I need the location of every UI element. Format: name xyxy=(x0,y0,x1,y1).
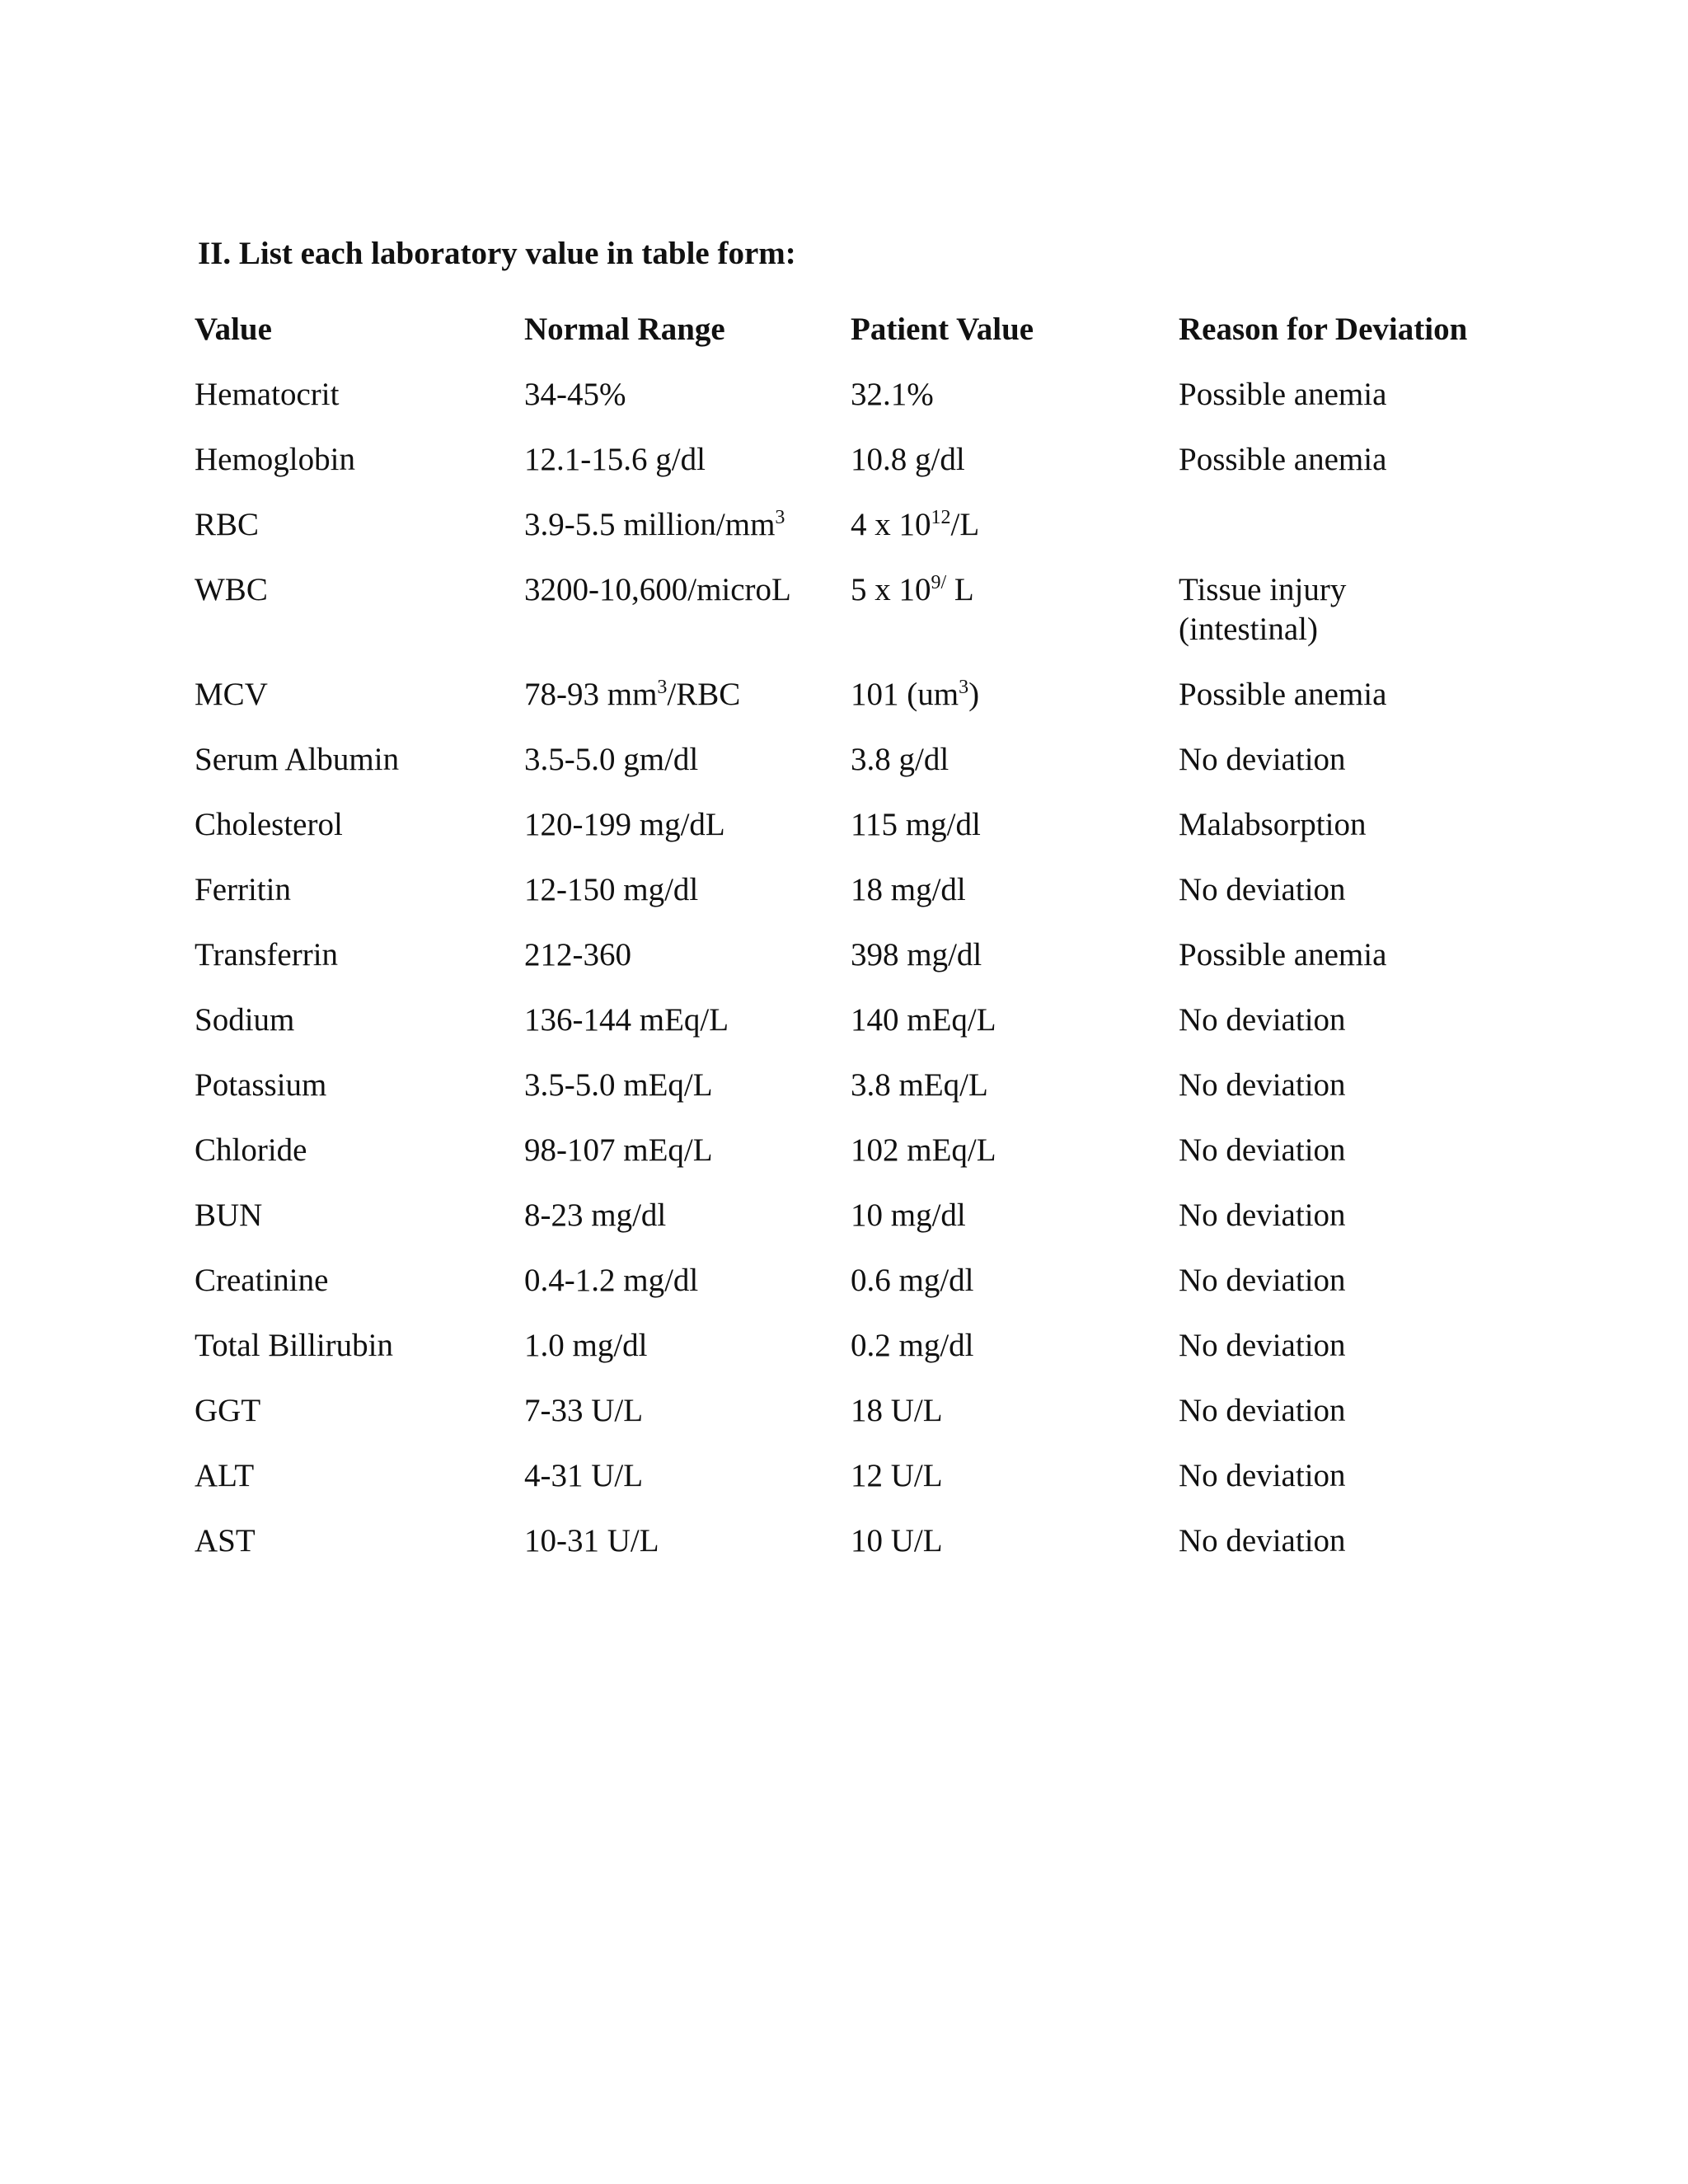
cell-text: No deviation xyxy=(1179,1067,1346,1103)
cell-reason xyxy=(1179,1391,1522,1456)
cell-value xyxy=(195,740,524,805)
superscript-text: 3 xyxy=(775,507,785,528)
cell-text: 3.5-5.0 mEq/L xyxy=(524,1067,713,1103)
cell-text: Serum Albumin xyxy=(195,742,400,777)
cell-value xyxy=(195,1326,524,1391)
cell-text: No deviation xyxy=(1179,1263,1346,1298)
cell-text: AST xyxy=(195,1523,256,1558)
table-row xyxy=(195,1196,1522,1261)
table-row xyxy=(195,1261,1522,1326)
cell-text: No deviation xyxy=(1179,872,1346,907)
cell-text: 4 x 10 xyxy=(851,507,931,542)
cell-value xyxy=(195,870,524,935)
table-row xyxy=(195,935,1522,1001)
cell-reason xyxy=(1179,1456,1522,1521)
cell-text: Hematocrit xyxy=(195,377,340,412)
cell-reason xyxy=(1179,675,1522,740)
cell-patient-value xyxy=(851,870,1179,935)
cell-patient-value xyxy=(851,675,1179,740)
cell-text: 12.1-15.6 g/dl xyxy=(524,442,706,477)
cell-text: 398 mg/dl xyxy=(851,937,982,972)
cell-text: Chloride xyxy=(195,1132,307,1168)
superscript-text: 9/ xyxy=(931,572,947,593)
cell-normal-range xyxy=(524,1261,851,1326)
cell-reason xyxy=(1179,1326,1522,1391)
cell-reason xyxy=(1179,1131,1522,1196)
cell-text: 0.2 mg/dl xyxy=(851,1328,974,1363)
table-row xyxy=(195,870,1522,935)
cell-value xyxy=(195,505,524,570)
cell-normal-range xyxy=(524,1001,851,1066)
cell-reason xyxy=(1179,805,1522,870)
cell-reason xyxy=(1179,1261,1522,1326)
cell-value xyxy=(195,805,524,870)
table-row xyxy=(195,440,1522,505)
table-header-row xyxy=(195,310,1522,375)
cell-value xyxy=(195,1196,524,1261)
cell-normal-range xyxy=(524,1131,851,1196)
table-row xyxy=(195,375,1522,440)
cell-text: Possible anemia xyxy=(1179,677,1387,712)
cell-text: No deviation xyxy=(1179,1197,1346,1233)
cell-text: Creatinine xyxy=(195,1263,329,1298)
cell-text: 0.4-1.2 mg/dl xyxy=(524,1263,699,1298)
cell-text: 115 mg/dl xyxy=(851,807,981,842)
cell-text: 10 mg/dl xyxy=(851,1197,966,1233)
cell-text: 78-93 mm xyxy=(524,677,658,712)
cell-text: 136-144 mEq/L xyxy=(524,1002,729,1038)
cell-patient-value xyxy=(851,375,1179,440)
cell-normal-range xyxy=(524,870,851,935)
cell-normal-range xyxy=(524,440,851,505)
cell-text: Cholesterol xyxy=(195,807,343,842)
cell-patient-value xyxy=(851,505,1179,570)
cell-reason xyxy=(1179,935,1522,1001)
cell-normal-range xyxy=(524,1391,851,1456)
cell-value xyxy=(195,935,524,1001)
cell-normal-range xyxy=(524,805,851,870)
cell-value xyxy=(195,1131,524,1196)
cell-patient-value xyxy=(851,1326,1179,1391)
cell-text: ALT xyxy=(195,1458,255,1493)
cell-reason xyxy=(1179,1521,1522,1586)
cell-patient-value xyxy=(851,935,1179,1001)
cell-text: No deviation xyxy=(1179,1002,1346,1038)
cell-normal-range xyxy=(524,570,851,675)
cell-patient-value xyxy=(851,440,1179,505)
cell-patient-value xyxy=(851,1456,1179,1521)
cell-text-tail: /RBC xyxy=(667,677,741,712)
cell-text: Malabsorption xyxy=(1179,807,1367,842)
cell-text: RBC xyxy=(195,507,260,542)
cell-value xyxy=(195,1261,524,1326)
cell-text: Total Billirubin xyxy=(195,1328,394,1363)
cell-text: Hemoglobin xyxy=(195,442,355,477)
table-row xyxy=(195,505,1522,570)
cell-reason xyxy=(1179,1001,1522,1066)
cell-text: No deviation xyxy=(1179,742,1346,777)
cell-patient-value xyxy=(851,1261,1179,1326)
table-row xyxy=(195,675,1522,740)
cell-value xyxy=(195,1001,524,1066)
cell-text: Transferrin xyxy=(195,937,339,972)
cell-text-tail: ) xyxy=(968,677,980,712)
cell-text: No deviation xyxy=(1179,1132,1346,1168)
cell-text: No deviation xyxy=(1179,1458,1346,1493)
cell-patient-value xyxy=(851,1521,1179,1586)
cell-reason xyxy=(1179,570,1522,675)
cell-text: 98-107 mEq/L xyxy=(524,1132,713,1168)
cell-text-line2: (intestinal) xyxy=(1179,612,1318,647)
cell-text: 1.0 mg/dl xyxy=(524,1328,648,1363)
cell-text: No deviation xyxy=(1179,1328,1346,1363)
cell-value xyxy=(195,440,524,505)
table-row xyxy=(195,1456,1522,1521)
cell-value xyxy=(195,1521,524,1586)
cell-text: 10.8 g/dl xyxy=(851,442,965,477)
cell-text: Possible anemia xyxy=(1179,937,1387,972)
cell-reason xyxy=(1179,375,1522,440)
cell-patient-value xyxy=(851,740,1179,805)
cell-value xyxy=(195,570,524,675)
cell-text: 3200-10,600/microL xyxy=(524,572,791,607)
cell-normal-range xyxy=(524,1521,851,1586)
cell-text: 4-31 U/L xyxy=(524,1458,644,1493)
lab-values-table xyxy=(195,310,1522,1586)
cell-text: 3.9-5.5 million/mm xyxy=(524,507,776,542)
cell-text: 102 mEq/L xyxy=(851,1132,996,1168)
cell-value xyxy=(195,1456,524,1521)
cell-text: 18 mg/dl xyxy=(851,872,966,907)
cell-text: 34-45% xyxy=(524,377,626,412)
table-row xyxy=(195,740,1522,805)
header-normal-range: Normal Range xyxy=(524,312,725,347)
cell-text: No deviation xyxy=(1179,1523,1346,1558)
cell-value xyxy=(195,1066,524,1131)
cell-text: 3.5-5.0 gm/dl xyxy=(524,742,699,777)
cell-reason xyxy=(1179,505,1522,570)
table-row xyxy=(195,570,1522,675)
cell-patient-value xyxy=(851,1196,1179,1261)
cell-patient-value xyxy=(851,805,1179,870)
superscript-text: 3 xyxy=(657,677,668,698)
table-row xyxy=(195,805,1522,870)
cell-reason xyxy=(1179,740,1522,805)
cell-text: No deviation xyxy=(1179,1393,1346,1428)
cell-normal-range xyxy=(524,375,851,440)
cell-patient-value xyxy=(851,1066,1179,1131)
cell-text: 12-150 mg/dl xyxy=(524,872,699,907)
cell-reason xyxy=(1179,1196,1522,1261)
table-row xyxy=(195,1521,1522,1586)
cell-normal-range xyxy=(524,935,851,1001)
cell-reason xyxy=(1179,440,1522,505)
section-heading: II. List each laboratory value in table form: xyxy=(198,236,796,271)
table-row xyxy=(195,1326,1522,1391)
cell-text: 212-360 xyxy=(524,937,631,972)
cell-normal-range xyxy=(524,675,851,740)
header-value: Value xyxy=(195,312,272,347)
cell-text: Possible anemia xyxy=(1179,377,1387,412)
cell-text-tail: L xyxy=(946,572,974,607)
cell-text: 12 U/L xyxy=(851,1458,943,1493)
superscript-text: 12 xyxy=(931,507,951,528)
cell-patient-value xyxy=(851,1391,1179,1456)
cell-text: Sodium xyxy=(195,1002,295,1038)
table-row xyxy=(195,1001,1522,1066)
cell-value xyxy=(195,675,524,740)
cell-text: 18 U/L xyxy=(851,1393,943,1428)
cell-value xyxy=(195,375,524,440)
cell-text: BUN xyxy=(195,1197,263,1233)
cell-text: 10-31 U/L xyxy=(524,1523,659,1558)
cell-text: 5 x 10 xyxy=(851,572,931,607)
cell-text: 101 (um xyxy=(851,677,959,712)
cell-text: 120-199 mg/dL xyxy=(524,807,725,842)
superscript-text: 3 xyxy=(959,677,969,698)
cell-text: Ferritin xyxy=(195,872,291,907)
cell-reason xyxy=(1179,870,1522,935)
cell-text: 0.6 mg/dl xyxy=(851,1263,974,1298)
cell-value xyxy=(195,1391,524,1456)
cell-text: Possible anemia xyxy=(1179,442,1387,477)
cell-text: 3.8 g/dl xyxy=(851,742,950,777)
header-reason: Reason for Deviation xyxy=(1179,312,1468,347)
cell-patient-value xyxy=(851,570,1179,675)
cell-normal-range xyxy=(524,505,851,570)
table-row xyxy=(195,1066,1522,1131)
cell-text: 3.8 mEq/L xyxy=(851,1067,988,1103)
cell-normal-range xyxy=(524,1326,851,1391)
cell-reason xyxy=(1179,1066,1522,1131)
cell-normal-range xyxy=(524,1196,851,1261)
cell-normal-range xyxy=(524,1456,851,1521)
cell-normal-range xyxy=(524,740,851,805)
table-row xyxy=(195,1391,1522,1456)
header-patient-value: Patient Value xyxy=(851,312,1034,347)
cell-normal-range xyxy=(524,1066,851,1131)
table-row xyxy=(195,1131,1522,1196)
cell-text-tail: /L xyxy=(950,507,980,542)
cell-text: 140 mEq/L xyxy=(851,1002,996,1038)
cell-text: 10 U/L xyxy=(851,1523,943,1558)
cell-text: GGT xyxy=(195,1393,261,1428)
cell-patient-value xyxy=(851,1131,1179,1196)
cell-text: Potassium xyxy=(195,1067,327,1103)
table-body xyxy=(195,375,1522,1586)
cell-text: 32.1% xyxy=(851,377,934,412)
cell-text: Tissue injury xyxy=(1179,572,1347,607)
cell-text: WBC xyxy=(195,572,268,607)
cell-patient-value xyxy=(851,1001,1179,1066)
cell-text: 7-33 U/L xyxy=(524,1393,644,1428)
cell-text: 8-23 mg/dl xyxy=(524,1197,667,1233)
cell-text: MCV xyxy=(195,677,268,712)
